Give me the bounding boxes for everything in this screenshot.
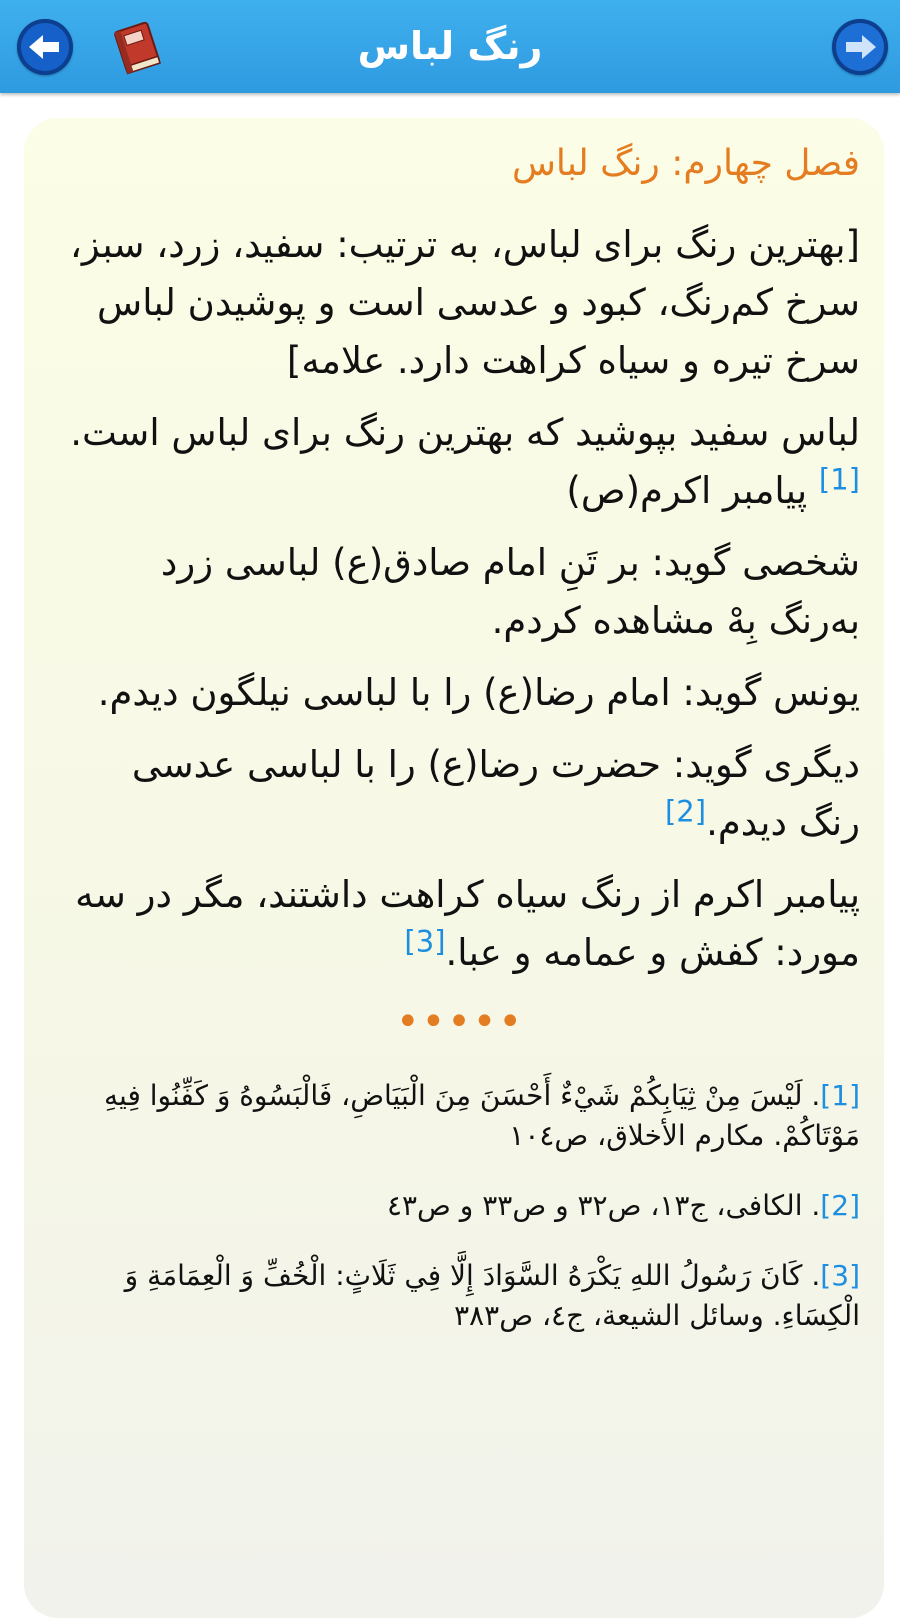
section-separator: ••••• bbox=[396, 999, 524, 1045]
article-body bbox=[60, 140, 860, 1366]
page-title: رنگ لباس bbox=[357, 24, 543, 68]
footnote-link[interactable]: [1] bbox=[818, 462, 860, 497]
paragraph-text: یونس گوید: امام رضا(ع) را با لباسی نیلگون دیدم. bbox=[97, 671, 860, 714]
paragraph bbox=[60, 534, 860, 650]
footnote-link[interactable]: [3] bbox=[404, 924, 446, 959]
paragraph bbox=[60, 866, 860, 982]
paragraph bbox=[60, 664, 860, 722]
footnote bbox=[60, 1186, 860, 1226]
footnote-link[interactable]: [2] bbox=[664, 794, 707, 829]
footnote-text: . لَيْسَ مِنْ ثِيَابِكُمْ شَيْ‏ءٌ أَحْسَنَ مِنَ الْبَيَاضِ، فَالْبَسُوهُ وَ كَفِّنُوا فِيهِ مَوْتَاكُمْ. مکارم الأخلاق، ص١٠٤ bbox=[103, 1079, 860, 1152]
paragraph-text: شخصی گوید: بر تَنِ امام صادق(ع) لباسی زرد به‌رنگ بِهْ مشاهده کردم. bbox=[160, 541, 860, 642]
paragraph bbox=[60, 404, 860, 520]
forward-button[interactable] bbox=[832, 19, 888, 75]
footnote-anchor[interactable]: [3] bbox=[820, 1259, 860, 1292]
chapter-heading: فصل چهارم: رنگ لباس bbox=[511, 143, 860, 184]
footnote-text: . الکافی، ج١٣، ص٣٢ و ص٣٣ و ص٤٣ bbox=[386, 1189, 821, 1222]
paragraph-text: لباس سفید بپوشید که بهترین رنگ برای لباس است. bbox=[70, 411, 860, 454]
footnote-text: . كَانَ رَسُولُ اللهِ يَكْرَهُ السَّوَادَ إِلَّا فِي ثَلَاثٍ: الْخُفِّ وَ الْعِمَامَةِ وَ الْكِسَاءِ. وسائل الشيعة، ج٤، ص٣٨٣ bbox=[124, 1259, 860, 1332]
footnote-anchor[interactable]: [1] bbox=[820, 1079, 860, 1112]
footnote bbox=[60, 1076, 860, 1156]
footnote-anchor[interactable]: [2] bbox=[820, 1189, 860, 1222]
paragraph bbox=[60, 736, 860, 852]
paragraph-text: [بهترین رنگ برای لباس، به ترتیب: سفید، زرد، سبز، سرخ کم‌رنگ، کبود و عدسی است و پوشیدن لباس سرخ تیره و سیاه کراهت دارد. علامه] bbox=[69, 223, 860, 382]
paragraph-text: دیگری گوید: حضرت رضا(ع) را با لباسی عدسی رنگ دیدم. bbox=[131, 743, 860, 844]
arrow-right-icon bbox=[832, 19, 888, 75]
footnote bbox=[60, 1256, 860, 1336]
app-header bbox=[0, 0, 900, 93]
paragraph bbox=[60, 216, 860, 390]
paragraph-text: پیامبر اکرم از رنگ سیاه کراهت داشتند، مگر در سه مورد: کفش و عمامه و عبا. bbox=[75, 873, 860, 974]
paragraph-attribution: پیامبر اکرم(ص) bbox=[566, 469, 819, 512]
